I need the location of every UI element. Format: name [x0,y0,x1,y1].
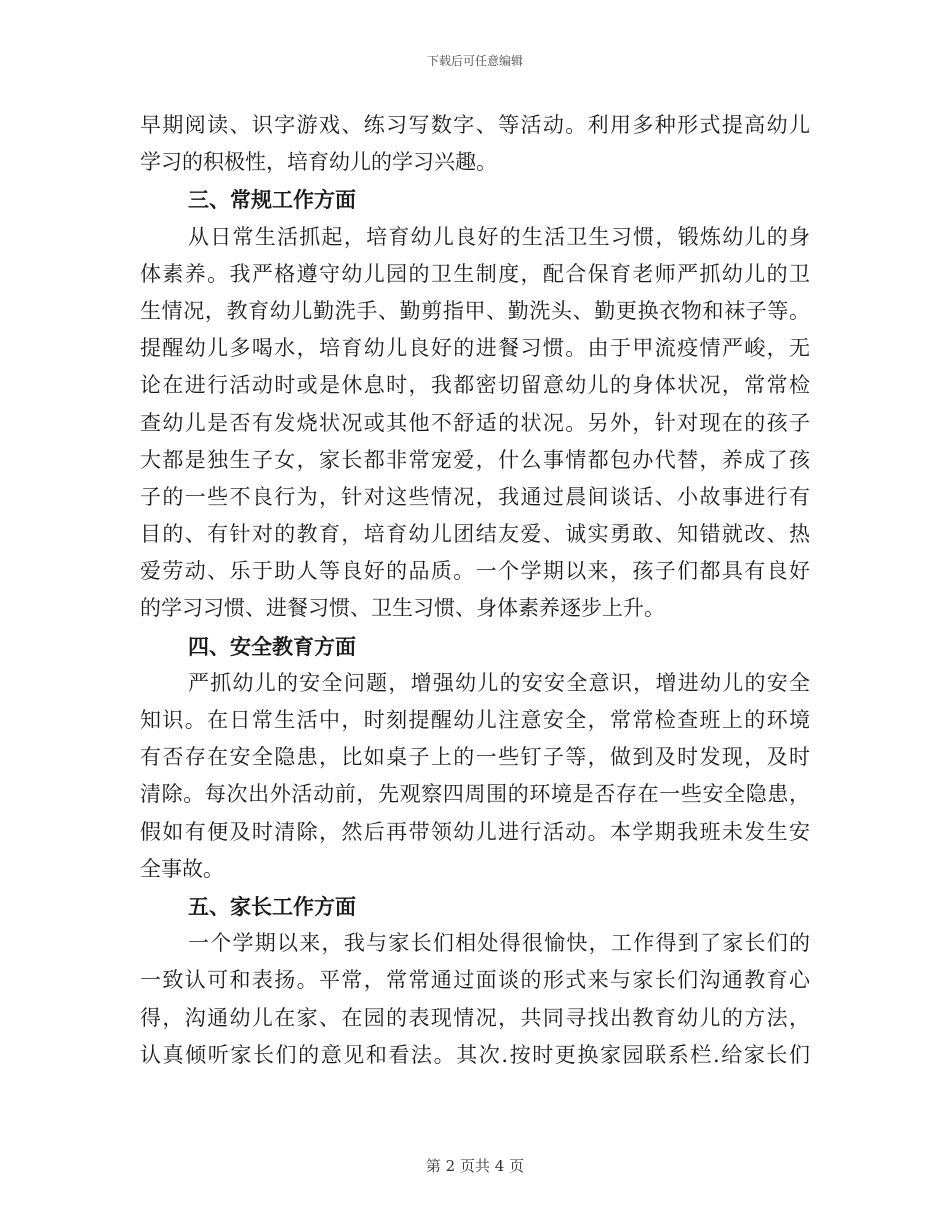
paragraph-line: 目的、有针对的教育，培育幼儿团结友爱、诚实勇敢、知错就改、热 [140,522,810,547]
section-heading: 三、常规工作方面 [188,187,356,213]
paragraph-line: 论在进行活动时或是休息时，我都密切留意幼儿的身体状况，常常检 [140,373,810,398]
page-footer: 第 2 页共 4 页 [425,1157,525,1175]
paragraph-line: 查幼儿是否有发烧状况或其他不舒适的状况。另外，针对现在的孩子 [140,410,810,435]
paragraph-line: 假如有便及时清除，然后再带领幼儿进行活动。本学期我班未发生安 [140,819,810,844]
page-header: 下载后可任意编辑 [426,54,523,68]
paragraph-line: 认真倾听家长们的意见和看法。其次.按时更换家园联系栏.给家长们 [140,1042,810,1067]
paragraph-line: 得，沟通幼儿在家、在园的表现情况，共同寻找出教育幼儿的方法， [140,1005,810,1030]
paragraph-line: 从日常生活抓起，培育幼儿良好的生活卫生习惯，锻炼幼儿的身 [188,224,810,249]
paragraph-line: 学习的积极性，培育幼儿的学习兴趣。 [140,150,497,175]
paragraph-line: 清除。每次出外活动前，先观察四周围的环境是否存在一些安全隐患， [140,782,810,807]
document-body [140,107,810,1074]
paragraph-line: 大都是独生子女，家长都非常宠爱，什么事情都包办代替，养成了孩 [140,447,810,472]
paragraph-line: 一致认可和表扬。平常，常常通过面谈的形式来与家长们沟通教育心 [140,968,810,993]
paragraph-line: 提醒幼儿多喝水，培育幼儿良好的进餐习惯。由于甲流疫情严峻，无 [140,336,810,361]
section-heading: 五、家长工作方面 [188,893,356,919]
paragraph-line: 的学习习惯、进餐习惯、卫生习惯、身体素养逐步上升。 [140,596,665,621]
paragraph-line: 爱劳动、乐于助人等良好的品质。一个学期以来，孩子们都具有良好 [140,559,810,584]
paragraph-line: 严抓幼儿的安全问题，增强幼儿的安安全意识，增进幼儿的安全 [188,670,810,695]
paragraph-line: 一个学期以来，我与家长们相处得很愉快，工作得到了家长们的 [188,931,810,956]
paragraph-line: 有否存在安全隐患，比如桌子上的一些钉子等，做到及时发现，及时 [140,745,810,770]
paragraph-line: 知识。在日常生活中，时刻提醒幼儿注意安全，常常检查班上的环境 [140,708,810,732]
paragraph-line: 生情况，教育幼儿勤洗手、勤剪指甲、勤洗头、勤更换衣物和袜子等。 [140,298,810,323]
paragraph-line: 早期阅读、识字游戏、练习写数字、等活动。利用多种形式提高幼儿 [140,113,810,137]
section-heading: 四、安全教育方面 [188,633,356,659]
paragraph-line: 全事故。 [140,856,224,881]
paragraph-line: 子的一些不良行为，针对这些情况，我通过晨间谈话、小故事进行有 [140,484,810,509]
paragraph-line: 体素养。我严格遵守幼儿园的卫生制度，配合保育老师严抓幼儿的卫 [140,261,810,286]
